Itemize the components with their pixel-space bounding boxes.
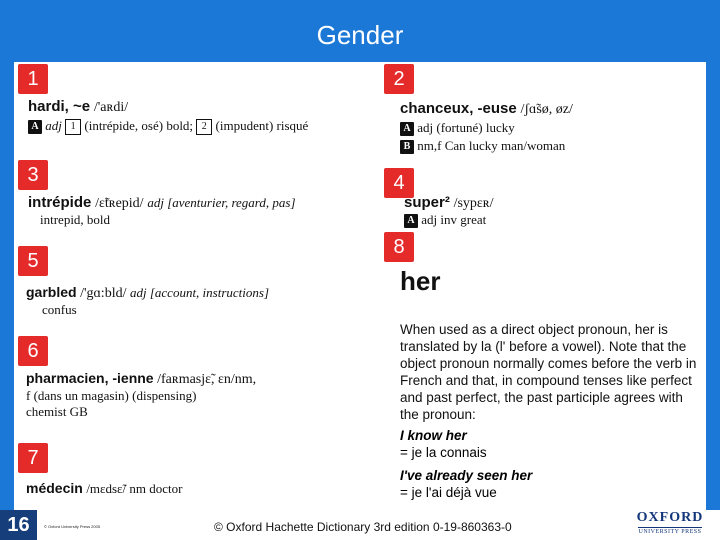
note-word: her [400, 266, 441, 296]
badge-7: 7 [18, 443, 48, 473]
sense-line: adj inv great [421, 212, 487, 227]
entry-medecin [26, 480, 366, 498]
oxford-subtitle: UNIVERSITY PRESS [638, 529, 702, 535]
marker-b: B [400, 140, 414, 154]
headword: médecin [26, 480, 83, 496]
entry-garbled [26, 284, 366, 318]
translation: confus [42, 302, 77, 317]
entry-pharmacien [26, 370, 366, 420]
pronunciation: /'gɑ:bld/ [80, 286, 127, 301]
pronunciation: /'aʀdi/ [93, 100, 129, 115]
example-2-english: I've already seen her [400, 468, 533, 483]
pos-label: adj [45, 118, 62, 133]
headword: chanceux, -euse [400, 100, 517, 117]
example-2-french: = je l'ai déjà vue [400, 485, 497, 500]
badge-5: 5 [18, 246, 48, 276]
pronunciation: /faʀmasjɛ̃, ɛn/nm, [157, 372, 257, 387]
example-1-french: = je la connais [400, 445, 487, 460]
entry-chanceux [400, 100, 700, 154]
headword: intrépide [28, 194, 92, 211]
sense-a: adj (fortuné) lucky [417, 120, 515, 135]
logo-rule [638, 527, 702, 528]
note-body: When used as a direct object pronoun, her is translated by la (l' before a vowel). Note that the object pronoun normally comes before the verb in French and that, in compound tenses like perfect and past perfect, the past participle agrees with the pronoun: [400, 322, 697, 422]
translation: chemist GB [26, 404, 88, 419]
pronunciation: /sypɛʀ/ [453, 196, 494, 211]
entry-hardi [28, 98, 368, 135]
badge-1: 1 [18, 64, 48, 94]
usage-note-her [400, 266, 700, 501]
badge-2: 2 [384, 64, 414, 94]
copyright-line: © Oxford Hachette Dictionary 3rd edition 0-19-860363-0 [214, 520, 512, 534]
pos-and-context: adj [account, instructions] [129, 285, 270, 300]
marker-a: A [400, 122, 414, 136]
left-rail [0, 62, 14, 510]
headword: pharmacien, -ienne [26, 370, 154, 386]
example-1-english: I know her [400, 428, 467, 443]
oxford-wordmark: OXFORD [636, 510, 704, 525]
page-number: 16 [0, 510, 37, 540]
page-title: Gender [316, 20, 404, 50]
marker-a: A [404, 214, 418, 228]
badge-4: 4 [384, 168, 414, 198]
pronunciation: /ɛ̃tʀepid/ [95, 196, 144, 211]
sense-number-1: 1 [65, 119, 81, 135]
pronunciation-and-sense: /mɛdsɛ̃/ nm doctor [86, 481, 183, 496]
marker-a: A [28, 120, 42, 134]
sense-1: (intrépide, osé) bold; [84, 118, 194, 133]
sense-number-2: 2 [196, 119, 212, 135]
entry-super [404, 194, 664, 228]
entry-intrepide [28, 194, 368, 228]
small-copyright: © Oxford University Press 2005 [44, 524, 101, 529]
badge-3: 3 [18, 160, 48, 190]
headword: hardi, ~e [28, 98, 91, 115]
sense-2: (impudent) risqué [215, 118, 309, 133]
badge-8: 8 [384, 232, 414, 262]
oxford-logo [632, 510, 708, 535]
sense-b: nm,f Can lucky man/woman [417, 138, 566, 154]
badge-6: 6 [18, 336, 48, 366]
headword: garbled [26, 284, 77, 300]
pronunciation: /ʃɑ̃sø, øz/ [520, 102, 573, 117]
right-rail [706, 62, 720, 510]
headword: super² [404, 194, 450, 211]
sense-line: f (dans un magasin) (dispensing) [26, 388, 197, 403]
pos-and-context: adj [aventurier, regard, pas] [147, 195, 296, 210]
translation: intrepid, bold [40, 212, 111, 227]
